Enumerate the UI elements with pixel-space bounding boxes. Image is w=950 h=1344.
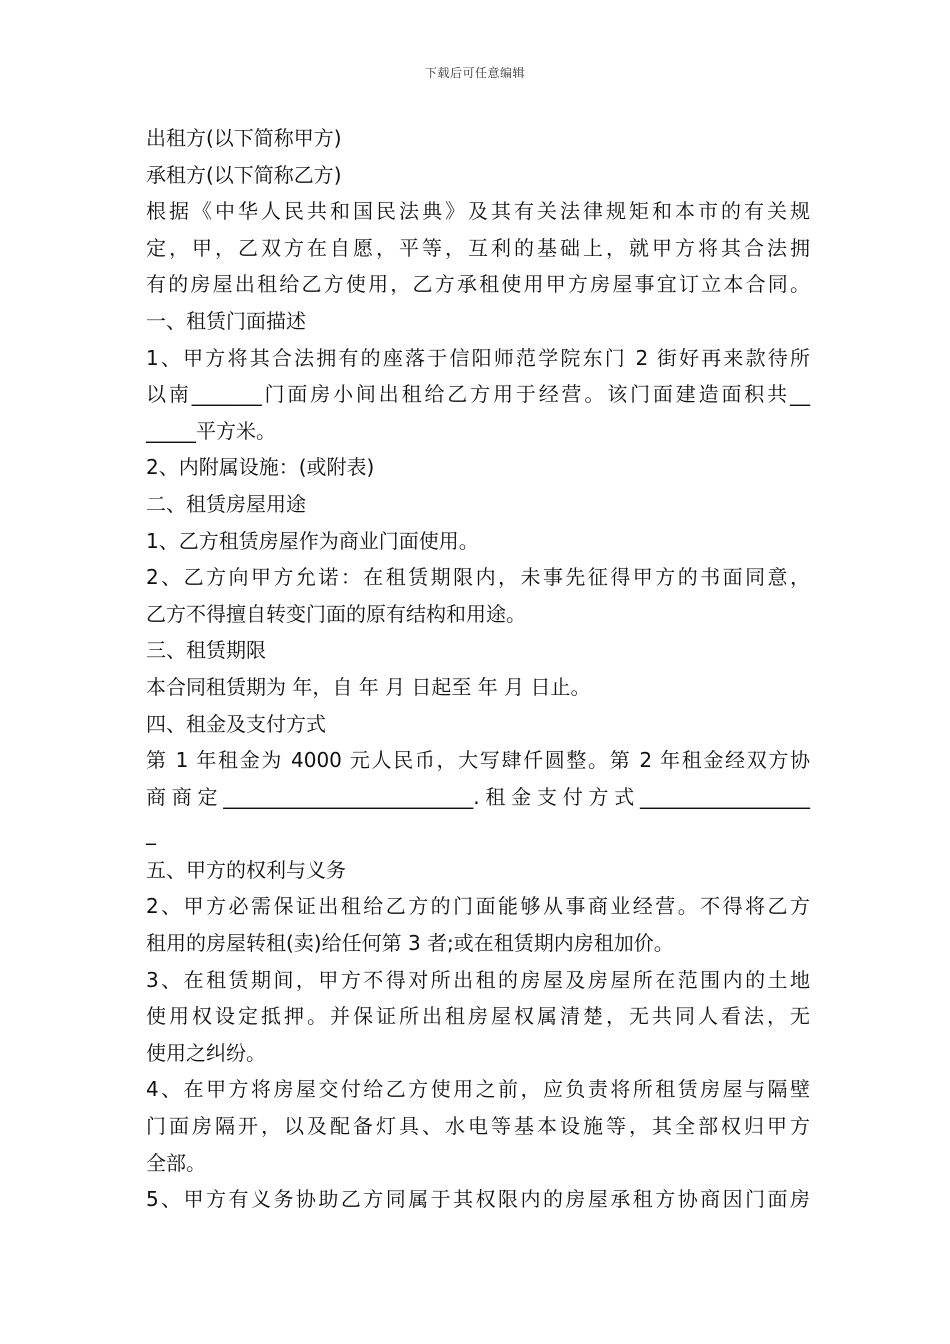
text-line: 本合同租赁期为 年，自 年 月 日起至 年 月 日止。: [146, 674, 591, 699]
document-body: [146, 120, 810, 1218]
text-line: 使用权设定抵押。并保证所出租房屋权属清楚，无共同人看法，无: [146, 1004, 810, 1029]
text-line: _: [146, 821, 156, 846]
text-line: 2、甲方必需保证出租给乙方的门面能够从事商业经营。不得将乙方: [146, 894, 810, 919]
text-line: 4、在甲方将房屋交付给乙方使用之前，应负责将所租赁房屋与隔壁: [146, 1077, 810, 1102]
text-line: 门面房隔开，以及配备灯具、水电等基本设施等，其全部权归甲方: [146, 1114, 810, 1139]
text-line: 全部。: [146, 1150, 206, 1175]
text-line: 以南_______门面房小间出租给乙方用于经营。该门面建造面积共__: [146, 382, 810, 407]
page-header: 下载后可任意编辑: [424, 66, 525, 80]
text-line: 使用之纠纷。: [146, 1040, 266, 1065]
text-line: 租用的房屋转租(卖)给任何第 3 者;或在租赁期内房租加价。: [146, 931, 674, 956]
text-line: 第 1 年租金为 4000 元人民币，大写肆仟圆整。第 2 年租金经双方协: [146, 748, 810, 773]
text-line: 2、内附属设施：(或附表): [146, 455, 375, 480]
text-line: 2、乙方向甲方允诺：在租赁期限内，未事先征得甲方的书面同意，: [146, 565, 810, 590]
text-line: 商商定_________________________.租金支付方式_________________: [146, 784, 810, 809]
text-line: 1、乙方租赁房屋作为商业门面使用。: [146, 528, 479, 553]
text-line: 定，甲，乙双方在自愿，平等，互利的基础上，就甲方将其合法拥: [146, 235, 810, 260]
text-line: 乙方不得擅自转变门面的原有结构和用途。: [146, 601, 526, 626]
text-line: _____平方米。: [146, 418, 276, 443]
text-line: 三、租赁期限: [146, 638, 266, 663]
text-line: 有的房屋出租给乙方使用，乙方承租使用甲方房屋事宜订立本合同。: [146, 272, 810, 297]
text-line: 二、租赁房屋用途: [146, 491, 306, 516]
text-line: 根据《中华人民共和国民法典》及其有关法律规矩和本市的有关规: [146, 199, 810, 224]
text-line: 五、甲方的权利与义务: [146, 857, 346, 882]
text-line: 承租方(以下简称乙方): [146, 162, 342, 187]
text-line: 1、甲方将其合法拥有的座落于信阳师范学院东门 2 街好再来款待所: [146, 345, 810, 370]
text-line: 3、在租赁期间，甲方不得对所出租的房屋及房屋所在范围内的土地: [146, 967, 810, 992]
text-line: 5、甲方有义务协助乙方同属于其权限内的房屋承租方协商因门面房: [146, 1187, 810, 1212]
text-line: 四、租金及支付方式: [146, 711, 326, 736]
text-line: 出租方(以下简称甲方): [146, 126, 342, 150]
text-line: 一、租赁门面描述: [146, 308, 306, 333]
